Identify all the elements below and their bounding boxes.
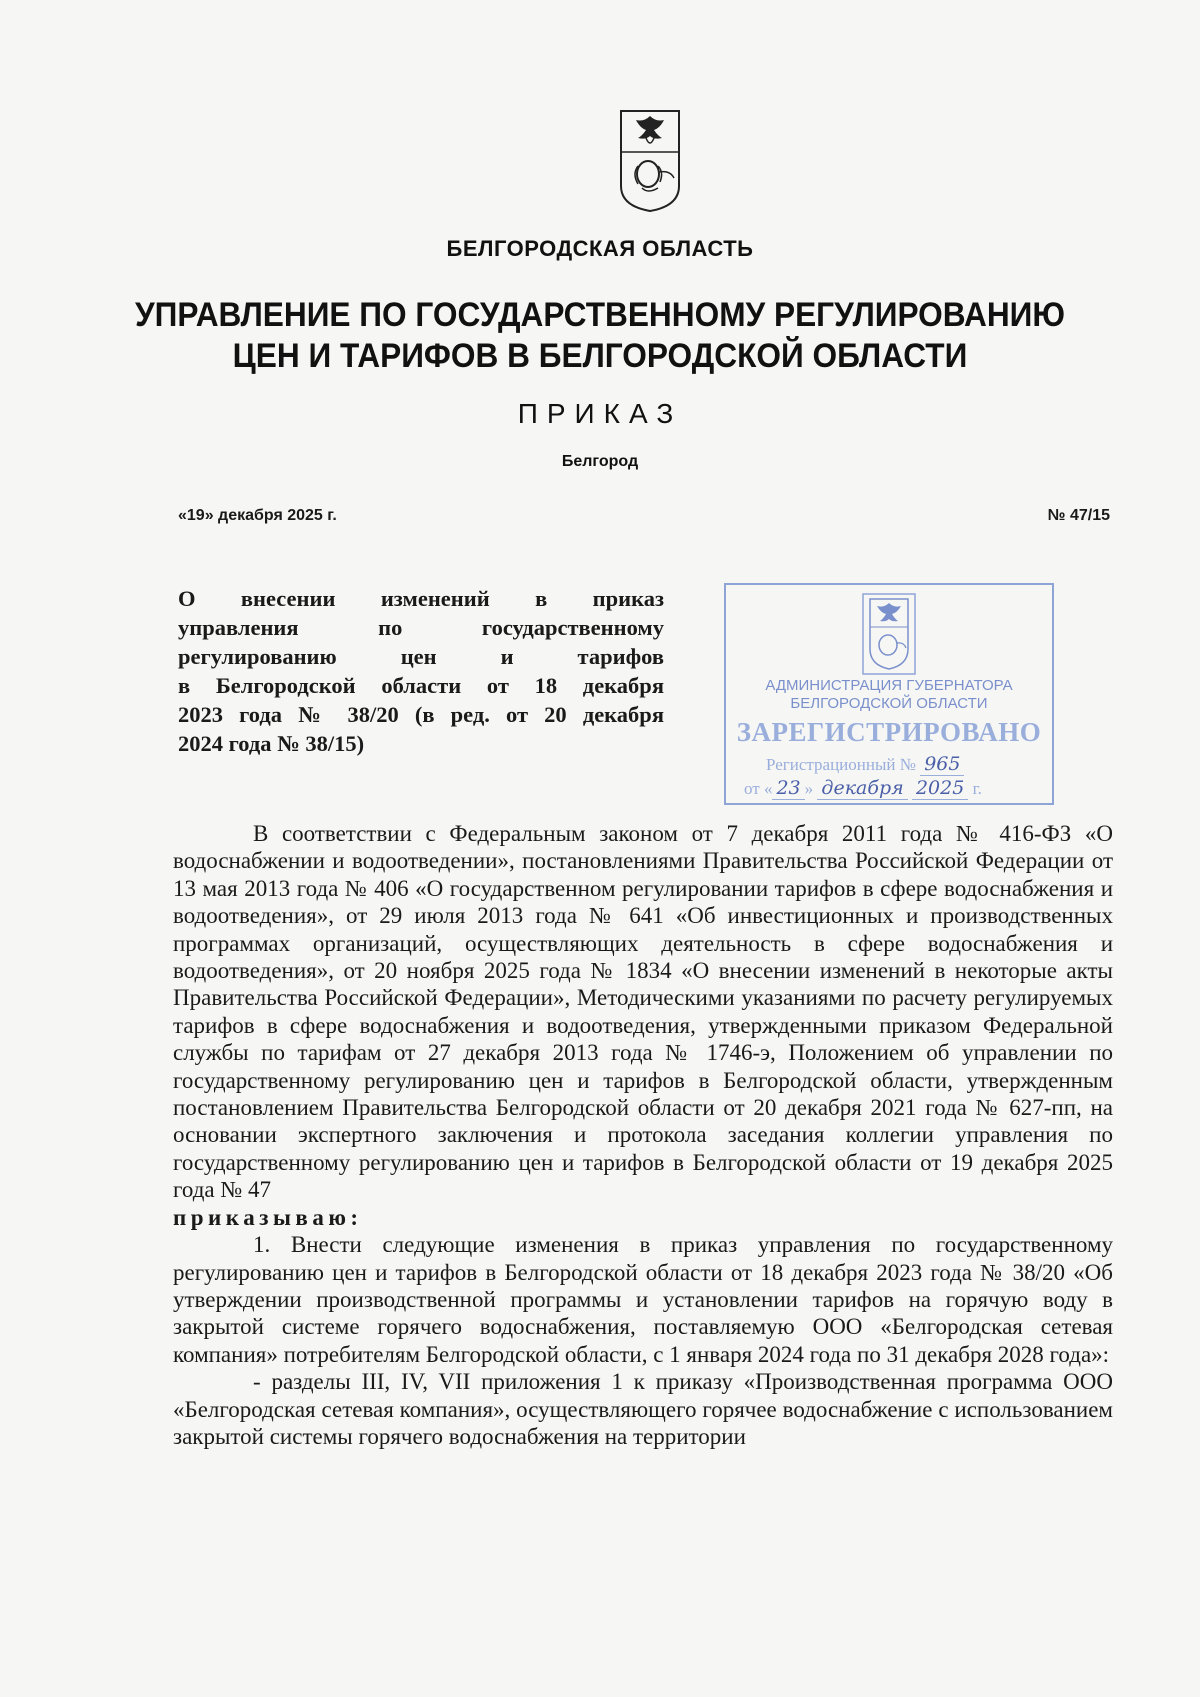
subject-line: регулированию цен и тарифов — [178, 644, 664, 669]
stamp-registration-number — [766, 753, 964, 775]
subject-line: 2023 года № 38/20 (в ред. от 20 декабря — [178, 702, 664, 727]
coat-of-arms-icon — [618, 108, 682, 214]
stamp-reg-label: Регистрационный № — [766, 755, 916, 774]
subject-line: в Белгородской области от 18 декабря — [178, 673, 664, 698]
stamp-date-year: 2025 — [912, 777, 968, 800]
stamp-date-suffix: г. — [972, 779, 982, 798]
stamp-date-prefix: от « — [744, 779, 773, 798]
stamp-date-month: декабря — [817, 777, 907, 800]
stamp-admin-line1: АДМИНИСТРАЦИЯ ГУБЕРНАТОРА — [765, 677, 1013, 694]
department-title-line1: УПРАВЛЕНИЕ ПО ГОСУДАРСТВЕННОМУ РЕГУЛИРОВАНИЮ — [134, 296, 1066, 334]
document-body — [173, 820, 1113, 1450]
city-label: Белгород — [561, 453, 639, 470]
item-1-subitem: - разделы III, IV, VII приложения 1 к приказу «Производственная программа ООО «Белгородская сетевая компания», осуществляющего горячее водоснабжение с использованием закрытой системы горячего водоснабжения на территории — [173, 1369, 1113, 1449]
document-type: ПРИКАЗ — [517, 398, 683, 429]
stamp-coat-of-arms-icon — [862, 593, 916, 675]
document-number: № 47/15 — [1047, 507, 1110, 524]
registration-stamp — [724, 583, 1054, 805]
stamp-admin-line2: БЕЛГОРОДСКОЙ ОБЛАСТИ — [790, 695, 988, 712]
item-1-paragraph: 1. Внести следующие изменения в приказ управления по государственному регулированию цен и тарифов в Белгородской области от 18 декабря 2023 года № 38/20 «Об утверждении производственной программы и установлении тарифов на горячую воду в закрытой системе горячего водоснабжения, поставляемую ООО «Белгородская сетевая компания» потребителям Белгородской области, с 1 января 2024 года по 31 декабря 2028 года»: — [173, 1232, 1113, 1367]
subject-line: управления по государственному — [178, 615, 664, 640]
document-subject — [178, 584, 664, 758]
stamp-registration-date — [744, 777, 982, 799]
preamble-paragraph: В соответствии с Федеральным законом от 7 декабря 2011 года № 416-ФЗ «О водоснабжении и водоотведении», постановлениями Правительства Российской Федерации от 13 мая 2013 года № 406 «О государственном регулировании тарифов в сфере водоснабжения и водоотведения», от 29 июля 2013 года № 641 «Об инвестиционных и производственных программах организаций, осуществляющих деятельность в сфере водоснабжения и водоотведения», от 20 ноября 2025 года № 1834 «О внесении изменений в некоторые акты Правительства Российской Федерации», Методическими указаниями по расчету регулируемых тарифов в сфере водоснабжения и водоотведения, утвержденными приказом Федеральной службы по тарифам от 27 декабря 2013 года № 1746-э, Положением об управлении по государственному регулированию цен и тарифов в Белгородской области, утвержденным постановлением Правительства Белгородской области от 20 декабря 2021 года № 627-пп, на основании экспертного заключения и протокола заседания коллегии управления по государственному регулированию цен и тарифов в Белгородской области от 19 декабря 2025 года № 47 — [173, 821, 1113, 1203]
stamp-date-day: 23 — [772, 777, 804, 800]
order-word: приказываю: — [173, 1204, 363, 1230]
document-date: «19» декабря 2025 г. — [178, 507, 337, 524]
stamp-registered-label: ЗАРЕГИСТРИРОВАНО — [736, 717, 1042, 747]
date-number-line — [178, 507, 1110, 525]
region-heading: БЕЛГОРОДСКАЯ ОБЛАСТЬ — [446, 236, 754, 261]
stamp-reg-number-handwritten: 965 — [920, 753, 964, 776]
subject-line: О внесении изменений в приказ — [178, 586, 664, 611]
department-title-line2: ЦЕН И ТАРИФОВ В БЕЛГОРОДСКОЙ ОБЛАСТИ — [232, 337, 968, 375]
stamp-date-mid: » — [804, 779, 814, 798]
subject-line: 2024 года № 38/15) — [178, 731, 365, 756]
